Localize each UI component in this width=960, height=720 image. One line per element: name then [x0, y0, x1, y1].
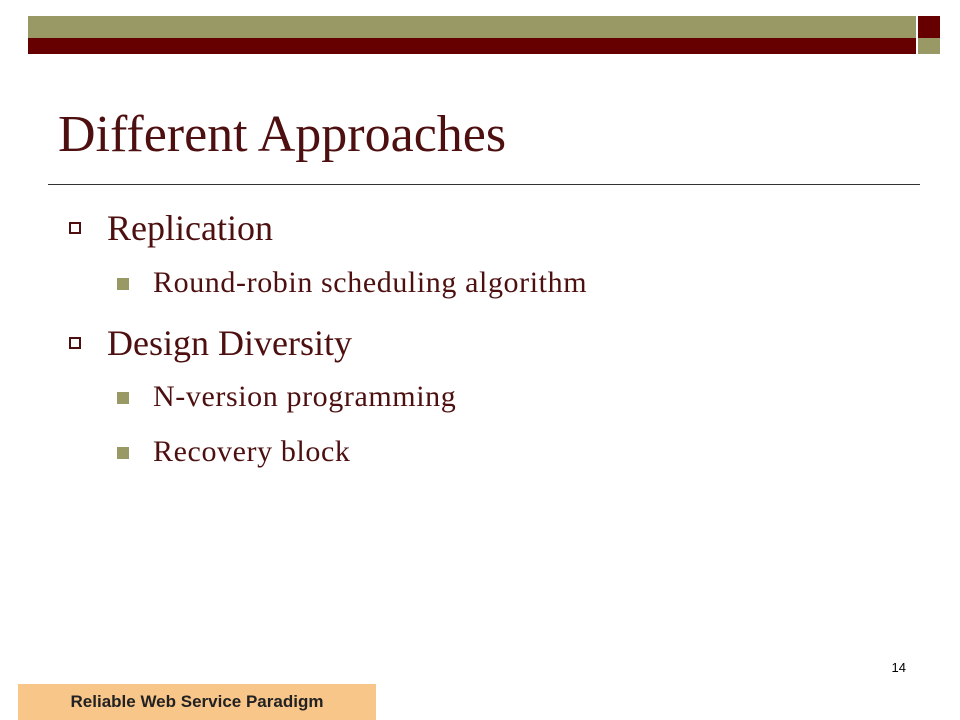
hollow-square-icon — [69, 337, 81, 349]
header-square-maroon — [918, 16, 940, 38]
footer-label: Reliable Web Service Paradigm — [70, 692, 324, 711]
footer-banner — [18, 684, 376, 720]
sub-bullet-n-version: N-version programming — [153, 380, 457, 413]
hollow-square-icon — [69, 222, 81, 234]
sub-bullet-round-robin: Round-robin scheduling algorithm — [153, 266, 588, 299]
page-number: 14 — [891, 660, 906, 675]
slide-title: Different Approaches — [58, 106, 507, 163]
bullet-item-replication: Replication — [107, 208, 273, 248]
header-bar-maroon — [28, 38, 916, 54]
header-bar-olive — [28, 16, 916, 38]
filled-square-icon — [117, 447, 129, 459]
header-square-olive — [918, 38, 940, 54]
filled-square-icon — [117, 278, 129, 290]
bullet-item-design-diversity: Design Diversity — [107, 323, 352, 363]
title-divider — [48, 184, 920, 185]
filled-square-icon — [117, 392, 129, 404]
sub-bullet-recovery-block: Recovery block — [153, 435, 351, 468]
